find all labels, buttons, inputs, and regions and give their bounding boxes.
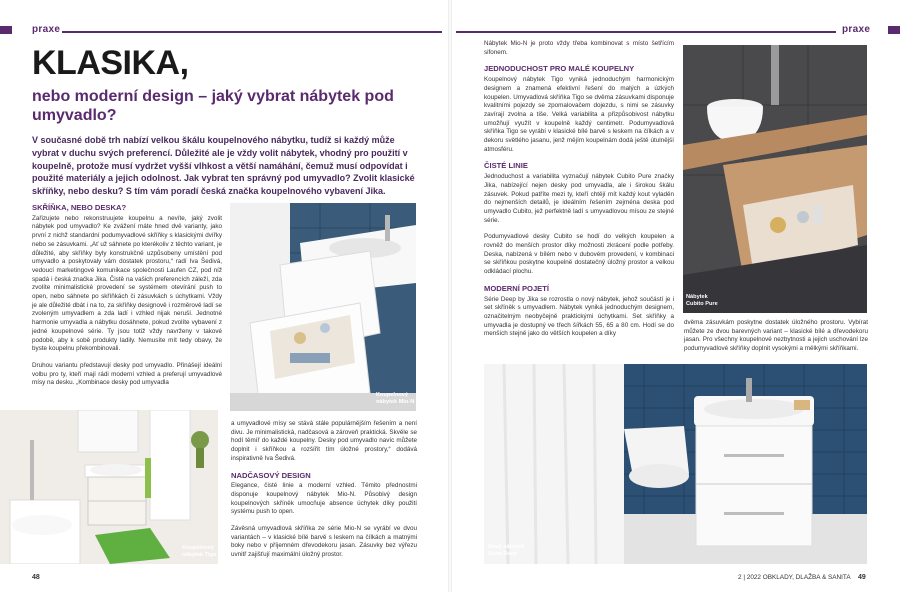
right-column: [484, 40, 674, 347]
magazine-footer: 2 | 2022 OBKLADY, DLAŽBA & SANITA: [738, 574, 851, 581]
caption-deep: Nový nábytek Série Deep: [488, 544, 525, 557]
section-tag-right: praxe: [842, 24, 871, 35]
heading-moderni-pojeti: MODERNÍ POJETÍ: [484, 283, 549, 293]
right-para-4: Série Deep by Jika se rozrostla o nový nábytek, jehož součástí je i set skříněk s umyvadlem. Nábytek vyniká jednoduchým designem, označitelným neobyčejně praktickými úchytkami. Set skříňky a umyvadla je dostupný ve třech šířkách 55, 65 a 80 cm. Hodí se do menších stejně jako do větších koupelen a díky: [484, 295, 674, 338]
photo-mio-n: [230, 203, 416, 411]
header-right-block: [888, 26, 900, 34]
right-para-5: dvěma zásuvkám poskytne dostatek úložného prostoru. Vybírat můžete ze dvou barevných variant – klasické bílé a dřevodekoru jasan. Pro všechny koupelnové nezbytnosti a jejich uschování lze podumyvadlové skříňky doplnit vysokými a mělkými skříňkami.: [684, 319, 868, 353]
photo-deep: [484, 364, 867, 564]
mid-para-2: Elegance, čisté linie a moderní vzhled. Těmito přednostmi disponuje koupelnový nábytek Mio-N. Působivý design koupelnových skříněk umocňuje absence úchytek díky použití systému push to open.: [231, 482, 417, 516]
section-tag-left: praxe: [32, 24, 61, 35]
caption-mio-n: Koupelnový nábytek Mio-N: [376, 392, 415, 405]
right-para-3: Podumyvadlové desky Cubito se hodí do velkých koupelen a rovněž do menších prostor díky možnosti zkrácení podle potřeby. Deska, nabízená v bílém nebo v dubovém provedení, v kombinaci se skříňkou poskytne koupelně dostatečný úložný prostor a velkou odkládací plochu.: [484, 233, 674, 276]
caption-tigo: Koupelnový nábytek Tigo: [182, 545, 217, 558]
right-para-0: Nábytek Mio-N je proto vždy třeba kombinovat s místo šetřícím sifonem.: [484, 40, 674, 56]
page-gutter: [448, 0, 452, 592]
left-para-2: Druhou variantu představují desky pod umyvadlo. Přinášejí ideální volbu pro ty, kteří mají rádi moderní vzhled a preferují umyvadlové mísy na desku. „Kombinace desky pod umyvadla: [32, 361, 222, 387]
mid-para-3: Závěsná umyvadlová skříňka ze série Mio-N se vyrábí ve dvou variantách – v klasické bílé barvě s leskem na čílkách a matnými boky nebo v příjemném dřevodekoru jasan. Zásuvky bez výřezu uvnitř zajišťují maximální úložný prostor.: [231, 525, 417, 559]
mid-para-1: a umyvadlové mísy se stává stále populárnějším řešením a není divu. Je minimalistická, nadčasová a zároveň praktická. Skvěle se hodí těmíř do každé koupelny. Desky pod umyvadlo navíc můžete doplnit i skříňkou a rozšířit tím úložné prostory,“ dodává inspirativně Iva Šedivá.: [231, 420, 417, 462]
heading-jednoduchost: JEDNODUCHOST PRO MALÉ KOUPELNY: [484, 64, 635, 74]
middle-column: [231, 420, 417, 568]
header-left-block: [0, 26, 12, 34]
article-subtitle: nebo moderní design – jaký vybrat nábytek pod umyvadlo?: [32, 88, 394, 124]
photo-tigo: [0, 410, 218, 564]
right-para-1: Koupelnový nábytek Tigo vyniká jednoduchým harmonickým designem a znamená efektivní řešení do malých a úzkých koupelen. Umyvadlová skříňka Tigo se dvěma zásuvkami disponuje kvalitními pojezdy se zpomalovačem dojezdu, s nimi se zásuvky zavírají zvolna a tiše. Velká variabilita a přizpůsobivost nábytku umožňují využít v koupelně každý centimetr. Podumyvadlová skříňka Tigo se vyrábí v klasické bílé barvě s leskem na čílkách a v dekoru světlého jasanu, jenž mějím koupelnám dodá ještě útulnější atmosféru.: [484, 76, 674, 153]
header-rule-right: [456, 31, 836, 33]
caption-cubito: Nábytek Cubito Pure: [686, 294, 718, 307]
article-title: KLASIKA,: [32, 44, 189, 82]
photo-cubito-pure: [683, 45, 867, 313]
heading-ciste-linie: ČISTÉ LINIE: [484, 161, 528, 171]
far-right-column: [684, 319, 868, 362]
heading-nadcasovy: NADČASOVÝ DESIGN: [231, 470, 311, 480]
page-number-left: 48: [32, 574, 40, 581]
article-lead: V současné době trh nabízí velkou škálu koupelnového nábytku, tudíž si každý může vybrat v duchu svých preferencí. Důležité ale je vždy volit nábytek, vhodný pro použití v koupelně, protože musí vydržet vyšší vlhkost a větší namáhání, čemuž musí odpovídat i použité materiály a jejich odolnost. Jak vybrat ten správný pod umyvadlo? Zvolit klasické skříňky, nebo desku? S tím vám poradí česká značka koupelnového vybavení Jika.: [32, 135, 415, 197]
left-para-1: Zařizujete nebo rekonstruujete koupelnu a nevíte, jaký zvolit nábytek pod umyvadlo? Ke zvážení máte hned dvě varianty, jako první z nichž standardní podumyvadlové skříňky s klasickými dvířky nebo se zásuvkami. „Ať už sáhnete po kterékoliv z těchto variant, je důležité, aby skříňky byly konstrukčně uzpůsobeny umístění pod umyvadlo a poskytovaly vám dostatek prostoru,“ radí Iva Šedivá, vedoucí marketingové komunikace společnosti Laufen CZ, pod níž spadá i česká značka Jika. Čistě na vašich preferencích záleží, zda zvolíte minimalistické provedení se systémem otevírání push to open, nebo sáhnete po skříňkách či zásuvkách s úchytkami. Vždy je ale důležité dbát i na to, za skříňky designově i rozměrově ladí se zvoleným umyvadlem a zda ladí i vzhled nijak neruší. Jednotné harmonie umyvadla a nábytku dosáhnete, pokud zvolíte vybavení z jedné koupelnové série. Ty jsou totiž vždy navrženy v takové podobě, aby k sobě produkty ladily. Nemusíte mít tedy obavy, že byste koupelnu překombinovali.: [32, 214, 222, 353]
heading-skrinka: SKŘÍŇKA, NEBO DESKA?: [32, 203, 127, 212]
right-para-2: Jednoduchost a variabilita vyznačují nábytek Cubito Pure značky Jika, nabízející nejen desky pod umyvadla, ale i širokou škálu zásuvek. Pokud patříte mezi ty, kteří chtějí mít každý kout vyladěn do nejmenších detailů, je ideálním řešením zejména deska pod umyvadlo Cubito, jež perfektně ladí s umyvadlovou mísou ze stejné série.: [484, 173, 674, 224]
left-column: [32, 204, 222, 396]
header-rule-left: [62, 31, 442, 33]
page-number-right: 49: [858, 574, 866, 581]
